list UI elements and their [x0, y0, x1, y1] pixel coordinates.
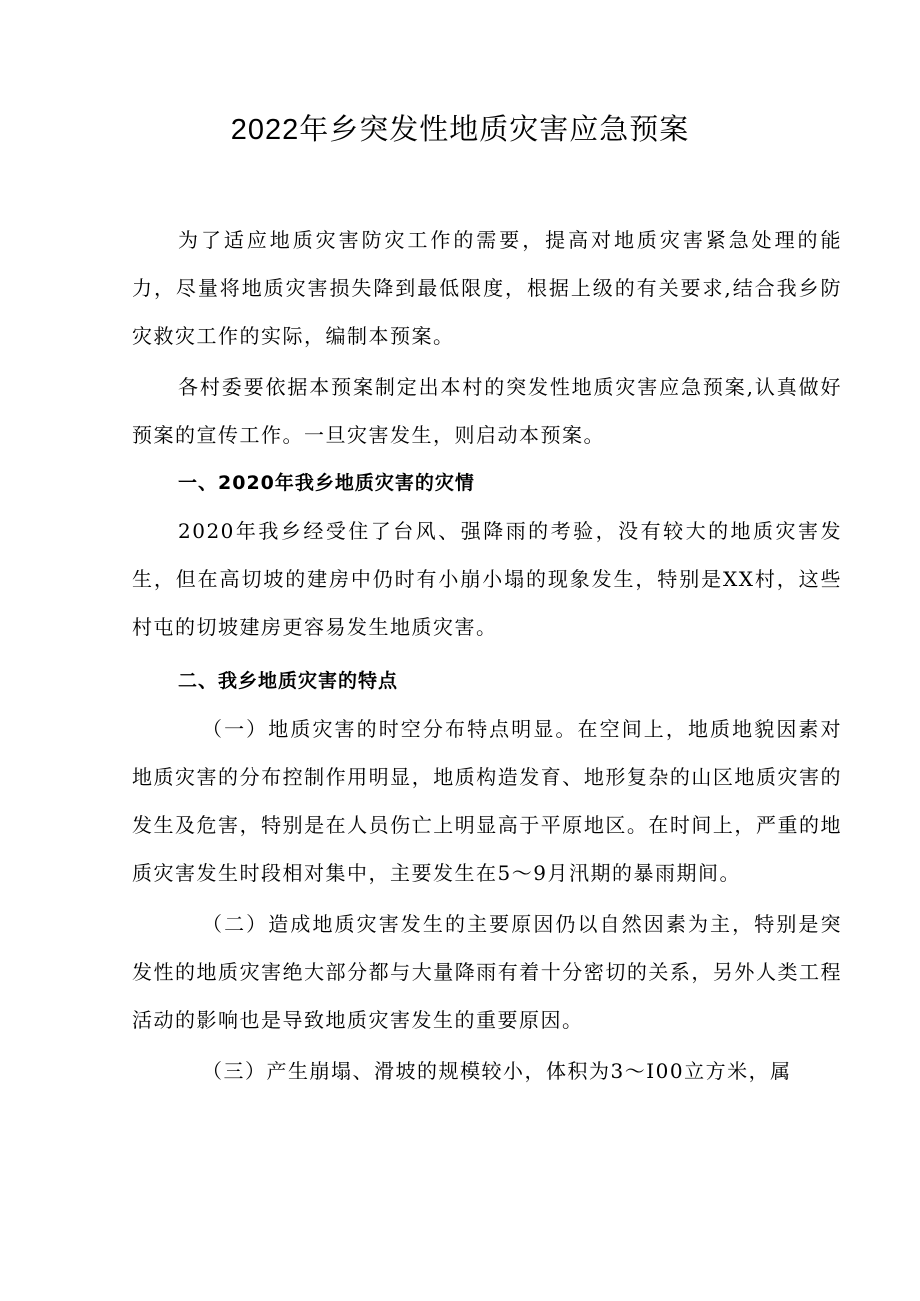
section-heading-2: 二、我乡地质灾害的特点 — [178, 670, 399, 692]
paragraph-feature-2: （二）造成地质灾害发生的主要原因仍以自然因素为主，特别是突发性的地质灾害绝大部分都与大量降雨有着十分密切的关系，另外人类工程活动的影响也是导致地质灾害发生的重要原因。 — [132, 912, 842, 1032]
paragraph-disaster-situation: 2020年我乡经受住了台风、强降雨的考验，没有较大的地质灾害发生，但在高切坡的建房中仍时有小崩小塌的现象发生，特别是XX村，这些村屯的切坡建房更容易发生地质灾害。 — [132, 519, 842, 639]
document-title: 2022年乡突发性地质灾害应急预案 — [230, 114, 690, 146]
paragraph-feature-1: （一）地质灾害的时空分布特点明显。在空间上，地质地貌因素对地质灾害的分布控制作用明显，地质构造发育、地形复杂的山区地质灾害的发生及危害，特别是在人员伤亡上明显高于平原地区。在时间上，严重的地质灾害发生时段相对集中，主要发生在5～9月汛期的暴雨期间。 — [132, 717, 842, 885]
paragraph-feature-3: （三）产生崩塌、滑坡的规模较小，体积为3～I00立方米，属 — [202, 1059, 792, 1083]
document-body — [132, 216, 842, 1095]
paragraph-intro: 为了适应地质灾害防灾工作的需要，提高对地质灾害紧急处理的能力，尽量将地质灾害损失降到最低限度，根据上级的有关要求,结合我乡防灾救灾工作的实际，编制本预案。 — [132, 228, 842, 348]
section-heading-1: 一、2020年我乡地质灾害的灾情 — [178, 472, 475, 494]
paragraph-village-plan: 各村委要依据本预案制定出本村的突发性地质灾害应急预案,认真做好预案的宣传工作。一旦灾害发生，则启动本预案。 — [132, 375, 842, 447]
